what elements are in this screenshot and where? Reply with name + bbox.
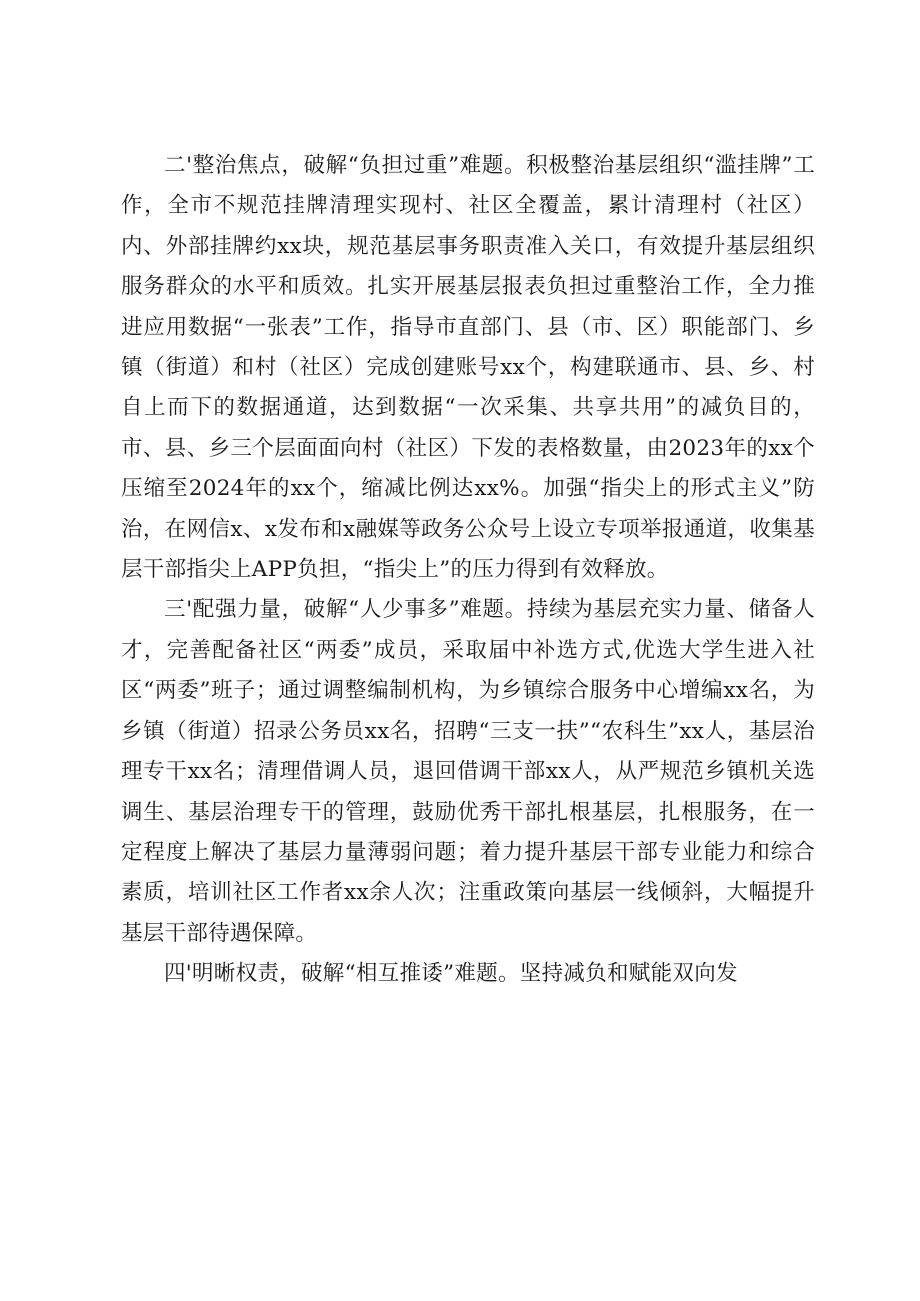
paragraph-section-4: 四'明晰权责，破解“相互推诿”难题。坚持减负和赋能双向发 xyxy=(164,961,738,987)
paragraph-section-2: 二'整治焦点，破解“负担过重”难题。积极整治基层组织“滥挂牌”工作，全市不规范挂牌清理实现村、社区全覆盖，累计清理村（社区）内、外部挂牌约xx块，规范基层事务职责准入关口，有效提升基层组织服务群众的水平和质效。扎实开展基层报表负担过重整治工作，全力推进应用数据“一张表”工作，指导市直部门、县（市、区）职能部门、乡镇（街道）和村（社区）完成创建账号xx个，构建联通市、县、乡、村自上而下的数据通道，达到数据“一次采集、共享共用”的减负目的，市、县、乡三个层面面向村（社区）下发的表格数量，由2023年的xx个压缩至2024年的xx个，缩减比例达xx%。加强“指尖上的形式主义”防治，在网信x、x发布和x融媒等政务公众号上设立专项举报通道，收集基层干部指尖上APP负担，“指尖上”的压力得到有效释放。 xyxy=(121,153,815,583)
document-body xyxy=(121,146,815,995)
paragraph-section-3: 三'配强力量，破解“人少事多”难题。持续为基层充实力量、储备人才，完善配备社区“两委”成员，采取届中补选方式,优选大学生进入社区“两委”班子；通过调整编制机构，为乡镇综合服务中心增编xx名，为乡镇（街道）招录公务员xx名，招聘“三支一扶”“农科生”xx人，基层治理专干xx名；清理借调人员，退回借调干部xx人，从严规范乡镇机关选调生、基层治理专干的管理，鼓励优秀干部扎根基层，扎根服务，在一定程度上解决了基层力量薄弱问题；着力提升基层干部专业能力和综合素质，培训社区工作者xx余人次；注重政策向基层一线倾斜，大幅提升基层干部待遇保障。 xyxy=(121,597,815,946)
